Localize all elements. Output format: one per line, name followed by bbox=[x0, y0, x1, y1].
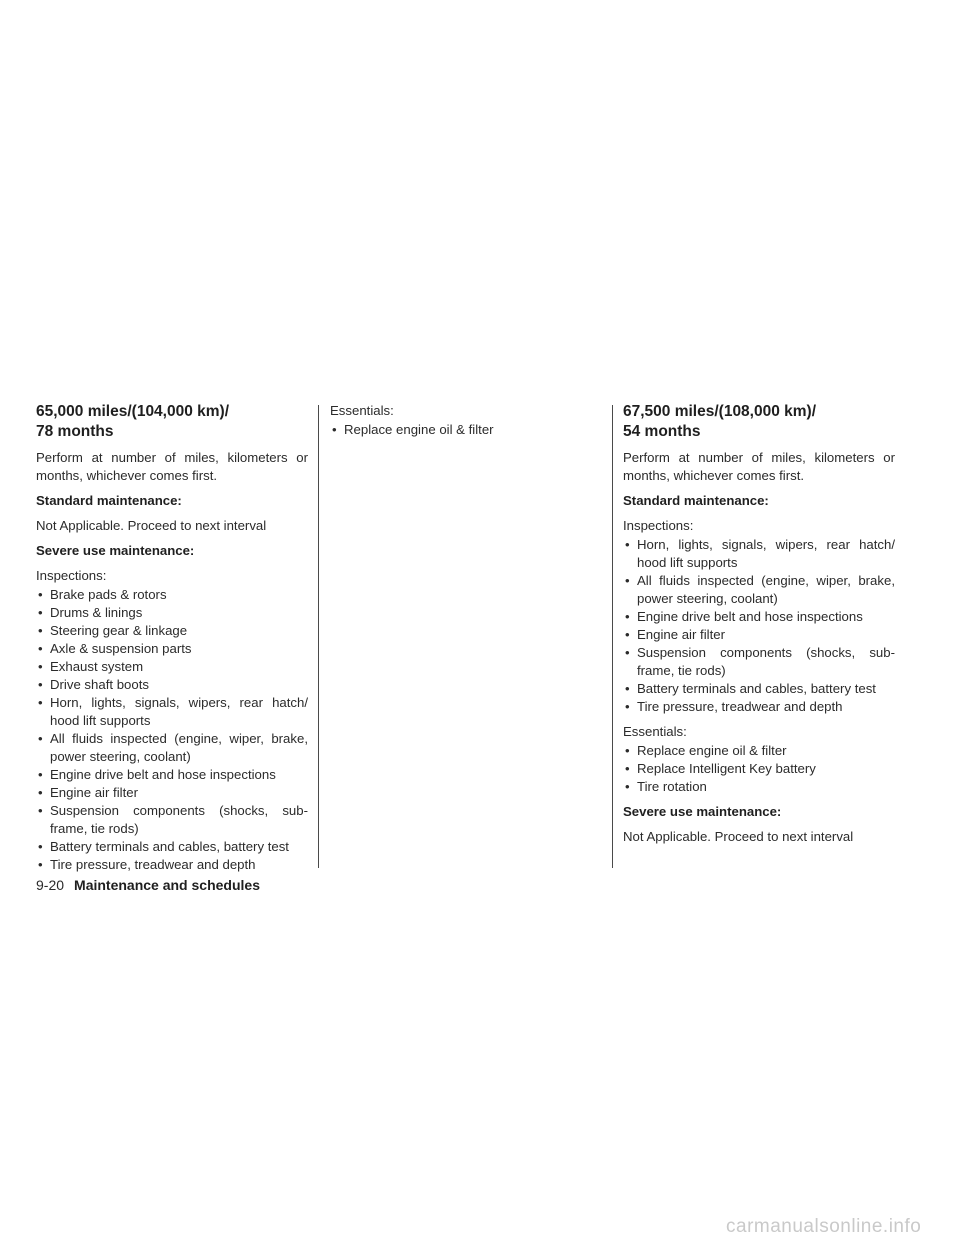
list-item: • Replace engine oil & filter bbox=[330, 421, 595, 439]
list-item: • Tire pressure, treadwear and depth bbox=[36, 856, 308, 874]
inspection-list bbox=[36, 586, 308, 874]
list-item: • Battery terminals and cables, battery test bbox=[623, 680, 895, 698]
list-item: • Drums & linings bbox=[36, 604, 308, 622]
list-item: • Engine air filter bbox=[623, 626, 895, 644]
section-title: Maintenance and schedules bbox=[74, 877, 260, 893]
interval-intro: Perform at number of miles, kilometers or months, whichever comes first. bbox=[36, 450, 308, 483]
list-item: • Exhaust system bbox=[36, 658, 308, 676]
interval-intro: Perform at number of miles, kilometers or months, whichever comes first. bbox=[623, 450, 895, 483]
watermark: carmanualsonline.info bbox=[726, 1216, 922, 1237]
standard-maintenance-label: Standard maintenance: bbox=[623, 493, 769, 508]
severe-maintenance-text: Not Applicable. Proceed to next interval bbox=[623, 829, 854, 844]
list-item: • All fluids inspected (engine, wiper, brake, power steering, coolant) bbox=[623, 572, 895, 608]
standard-maintenance-label: Standard maintenance: bbox=[36, 493, 182, 508]
page-number: 9-20 bbox=[36, 877, 65, 893]
column-divider-left bbox=[318, 405, 319, 868]
column-divider-right bbox=[612, 405, 613, 868]
inspections-label: Inspections: bbox=[623, 518, 694, 533]
list-item: • Brake pads & rotors bbox=[36, 586, 308, 604]
list-item: • All fluids inspected (engine, wiper, brake, power steering, coolant) bbox=[36, 730, 308, 766]
essentials-list bbox=[330, 421, 595, 439]
list-item: • Tire rotation bbox=[623, 778, 895, 796]
interval-heading-67500: 67,500 miles/(108,000 km)/ 54 months bbox=[623, 403, 817, 440]
list-item: • Horn, lights, signals, wipers, rear hatch/ hood lift supports bbox=[623, 536, 895, 572]
list-item: • Suspension components (shocks, sub- frame, tie rods) bbox=[623, 644, 895, 680]
list-item: • Axle & suspension parts bbox=[36, 640, 308, 658]
interval-heading-65000: 65,000 miles/(104,000 km)/ 78 months bbox=[36, 403, 230, 440]
essentials-list bbox=[623, 742, 895, 796]
list-item: • Engine drive belt and hose inspections bbox=[36, 766, 308, 784]
list-item: • Replace Intelligent Key battery bbox=[623, 760, 895, 778]
column-continued bbox=[330, 402, 595, 446]
standard-maintenance-text: Not Applicable. Proceed to next interval bbox=[36, 518, 267, 533]
severe-maintenance-label: Severe use maintenance: bbox=[36, 543, 195, 558]
list-item: • Engine air filter bbox=[36, 784, 308, 802]
essentials-label: Essentials: bbox=[623, 724, 687, 739]
list-item: • Engine drive belt and hose inspections bbox=[623, 608, 895, 626]
list-item: • Battery terminals and cables, battery test bbox=[36, 838, 308, 856]
column-67500-miles bbox=[623, 402, 895, 853]
list-item: • Suspension components (shocks, sub- frame, tie rods) bbox=[36, 802, 308, 838]
list-item: • Replace engine oil & filter bbox=[623, 742, 895, 760]
essentials-label: Essentials: bbox=[330, 403, 394, 418]
list-item: • Steering gear & linkage bbox=[36, 622, 308, 640]
list-item: • Horn, lights, signals, wipers, rear hatch/ hood lift supports bbox=[36, 694, 308, 730]
inspections-label: Inspections: bbox=[36, 568, 107, 583]
list-item: • Drive shaft boots bbox=[36, 676, 308, 694]
list-item: • Tire pressure, treadwear and depth bbox=[623, 698, 895, 716]
severe-maintenance-label: Severe use maintenance: bbox=[623, 804, 782, 819]
column-65000-miles bbox=[36, 402, 308, 881]
inspection-list bbox=[623, 536, 895, 716]
page-footer bbox=[36, 876, 260, 894]
